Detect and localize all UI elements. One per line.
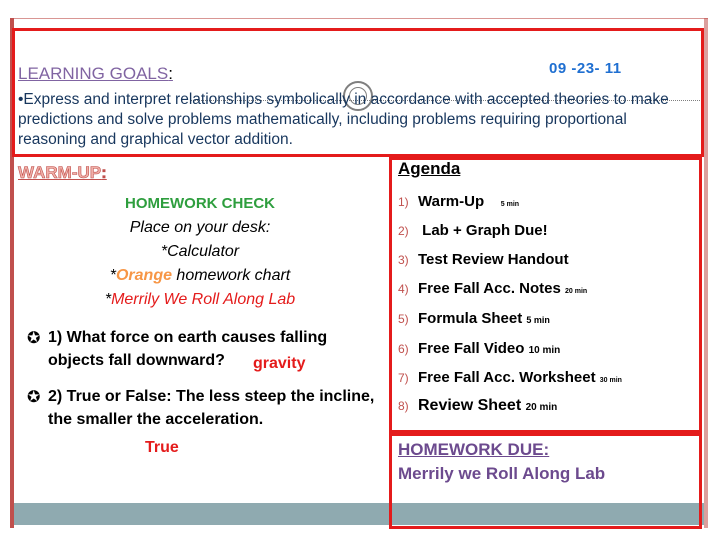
agenda-item-number: 7) — [398, 371, 409, 385]
answer-2: True — [145, 439, 179, 456]
agenda-item — [398, 310, 550, 327]
agenda-item-label: Warm-Up — [418, 193, 485, 210]
star-bullet-icon: ✪ — [27, 389, 41, 406]
agenda-item-label: Review Sheet — [418, 397, 522, 414]
agenda-item-number: 3) — [398, 253, 409, 267]
homework-due-title — [398, 440, 549, 460]
agenda-item — [398, 369, 622, 386]
desk-item-lab — [40, 291, 360, 309]
agenda-item-number: 1) — [398, 195, 409, 209]
slide-date: 09 -23- 11 — [549, 60, 622, 77]
learning-goals-text: •Express and interpret relationships symbolically in accordance with accepted theories to make predictions and solve problems mathematically, including problems requiring proportional reasoning and graphical vector addition. — [18, 91, 669, 148]
homework-check-heading: HOMEWORK CHECK — [125, 195, 275, 212]
agenda-item — [398, 397, 557, 415]
desk-item-prefix: * — [109, 267, 116, 284]
frame-top-line — [10, 18, 708, 19]
agenda-item — [398, 280, 587, 297]
warmup-title-text: WARM-UP — [18, 163, 102, 182]
agenda-item-label: Free Fall Video — [418, 340, 525, 357]
homework-due-text: Merrily we Roll Along Lab — [398, 464, 606, 483]
agenda-item-time: 20 min — [565, 288, 588, 295]
desk-item-chart-rest: homework chart — [171, 267, 291, 284]
agenda-item-number: 8) — [398, 399, 409, 413]
desk-item-homework-chart — [40, 267, 360, 285]
desk-item-orange-word: Orange — [115, 267, 172, 284]
homework-due-colon: : — [543, 440, 550, 459]
agenda-item-time: 5 min — [500, 201, 520, 208]
desk-item-lab-name: Merrily We Roll Along Lab — [111, 291, 296, 308]
agenda-item-time: 5 min — [526, 315, 550, 325]
agenda-item-time: 20 min — [525, 402, 558, 413]
desk-item-prefix: * — [104, 291, 112, 308]
question-1: 1) What force on earth causes falling objects fall downward? — [48, 329, 328, 369]
agenda-item-label: Formula Sheet — [418, 310, 523, 327]
desk-item-calculator: *Calculator — [160, 243, 240, 260]
agenda-title: Agenda — [398, 159, 461, 178]
agenda-item — [398, 193, 519, 210]
learning-goals-colon: : — [168, 64, 173, 83]
agenda-item — [398, 222, 548, 239]
agenda-item-label: Lab + Graph Due! — [418, 222, 548, 239]
agenda-item-label: Free Fall Acc. Worksheet — [418, 369, 596, 386]
agenda-item-label: Free Fall Acc. Notes — [418, 280, 561, 297]
agenda-item-number: 5) — [398, 312, 409, 326]
agenda-item-number: 6) — [398, 342, 409, 356]
learning-goals-title — [18, 64, 173, 84]
agenda-item-number: 2) — [398, 224, 409, 238]
warmup-colon: : — [101, 163, 107, 182]
homework-due-title-text: HOMEWORK DUE — [398, 440, 544, 459]
star-bullet-icon: ✪ — [27, 330, 41, 347]
agenda-item-time: 10 min — [528, 345, 561, 356]
agenda-item-number: 4) — [398, 282, 409, 296]
learning-goals-title-text: LEARNING GOALS — [18, 64, 169, 83]
question-2: 2) True or False: The less steep the incline, the smaller the acceleration. — [48, 388, 375, 428]
agenda-item-time: 30 min — [599, 377, 622, 384]
frame-right-bar — [704, 18, 708, 528]
answer-1: gravity — [253, 355, 306, 372]
agenda-item-label: Test Review Handout — [418, 251, 569, 268]
agenda-item — [398, 340, 560, 357]
agenda-item — [398, 251, 569, 268]
desk-instruction: Place on your desk: — [129, 219, 271, 236]
warmup-title — [18, 163, 107, 183]
